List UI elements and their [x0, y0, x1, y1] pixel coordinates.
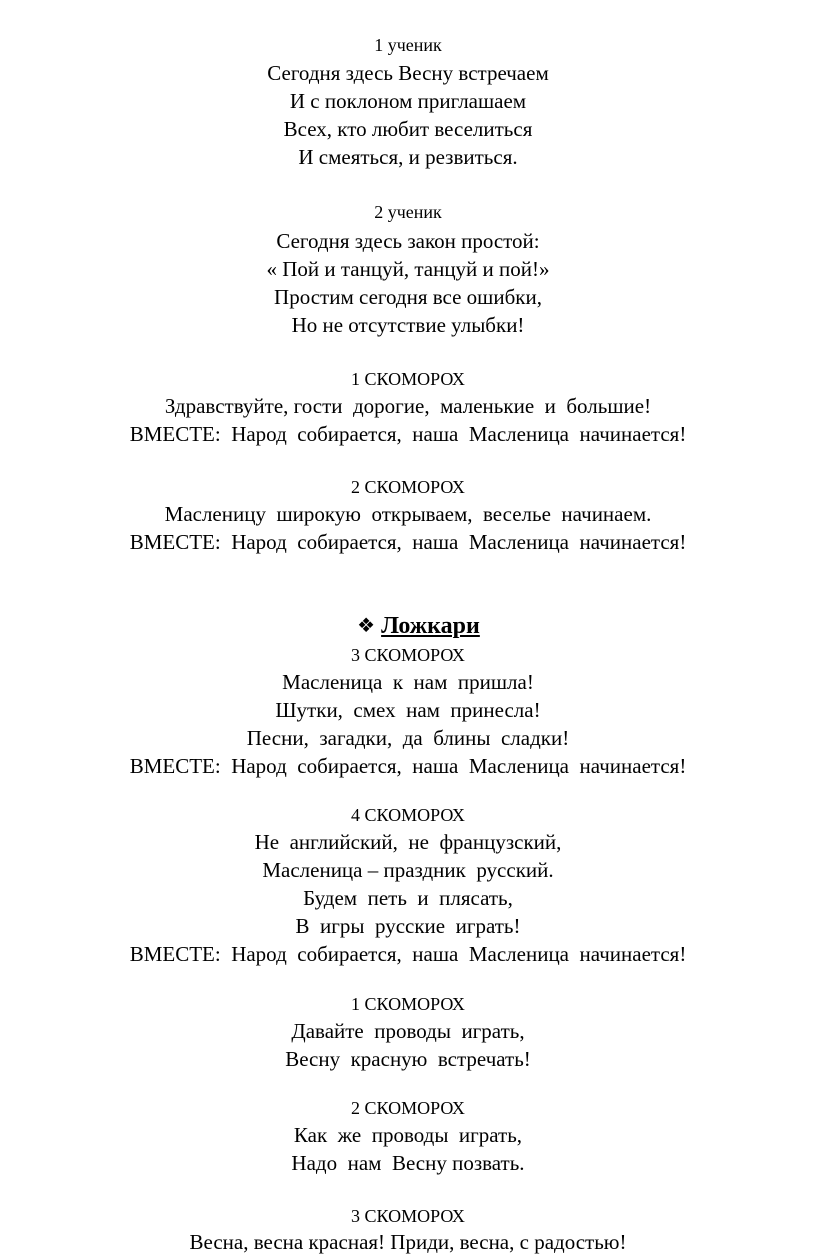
verse-line: Шутки, смех нам принесла!	[275, 698, 541, 722]
verse-line: Но не отсутствие улыбки!	[291, 313, 525, 337]
chorus-line: ВМЕСТЕ: Народ собирается, наша Масленица начинается!	[129, 530, 687, 554]
chorus-line: ВМЕСТЕ: Народ собирается, наша Масленица начинается!	[129, 942, 687, 966]
verse-line: Масленица – праздник русский.	[262, 858, 554, 882]
speaker-label: 3 СКОМОРОХ	[351, 1206, 465, 1226]
verse-line: « Пой и танцуй, танцуй и пой!»	[266, 257, 550, 281]
speaker-label: 1 ученик	[374, 35, 442, 55]
verse-line: И смеяться, и резвиться.	[298, 145, 518, 169]
verse-line: Не английский, не французский,	[254, 830, 562, 854]
chorus-line: ВМЕСТЕ: Народ собирается, наша Масленица начинается!	[129, 422, 687, 446]
verse-line: Весну красную встречать!	[285, 1047, 531, 1071]
speaker-label: 1 СКОМОРОХ	[351, 369, 465, 389]
section-title: Ложкари	[381, 613, 480, 639]
speaker-label: 3 СКОМОРОХ	[351, 645, 465, 665]
verse-line: Давайте проводы играть,	[291, 1019, 525, 1043]
verse-line: В игры русские играть!	[295, 914, 521, 938]
verse-line: Как же проводы играть,	[293, 1123, 523, 1147]
verse-line: Сегодня здесь Весну встречаем	[267, 61, 549, 85]
verse-line: Всех, кто любит веселиться	[283, 117, 533, 141]
verse-line: Масленицу широкую открываем, веселье начинаем.	[164, 502, 652, 526]
speaker-label: 2 СКОМОРОХ	[351, 477, 465, 497]
verse-line: Надо нам Весну позвать.	[291, 1151, 525, 1175]
verse-line: Простим сегодня все ошибки,	[274, 285, 542, 309]
speaker-label: 2 СКОМОРОХ	[351, 1098, 465, 1118]
verse-line: И с поклоном приглашаем	[289, 89, 527, 113]
verse-line: Песни, загадки, да блины сладки!	[246, 726, 570, 750]
speaker-label: 1 СКОМОРОХ	[351, 994, 465, 1014]
diamond-bullet-icon: ❖	[357, 615, 376, 637]
chorus-line: ВМЕСТЕ: Народ собирается, наша Масленица начинается!	[129, 754, 687, 778]
verse-line: Будем петь и плясать,	[303, 886, 513, 910]
speaker-label: 2 ученик	[374, 202, 442, 222]
verse-line: Весна, весна красная! Приди, весна, с радостью!	[189, 1230, 627, 1254]
verse-line: Сегодня здесь закон простой:	[276, 229, 540, 253]
speaker-label: 4 СКОМОРОХ	[351, 805, 465, 825]
verse-line: Здравствуйте, гости дорогие, маленькие и большие!	[164, 394, 652, 418]
verse-line: Масленица к нам пришла!	[282, 670, 534, 694]
